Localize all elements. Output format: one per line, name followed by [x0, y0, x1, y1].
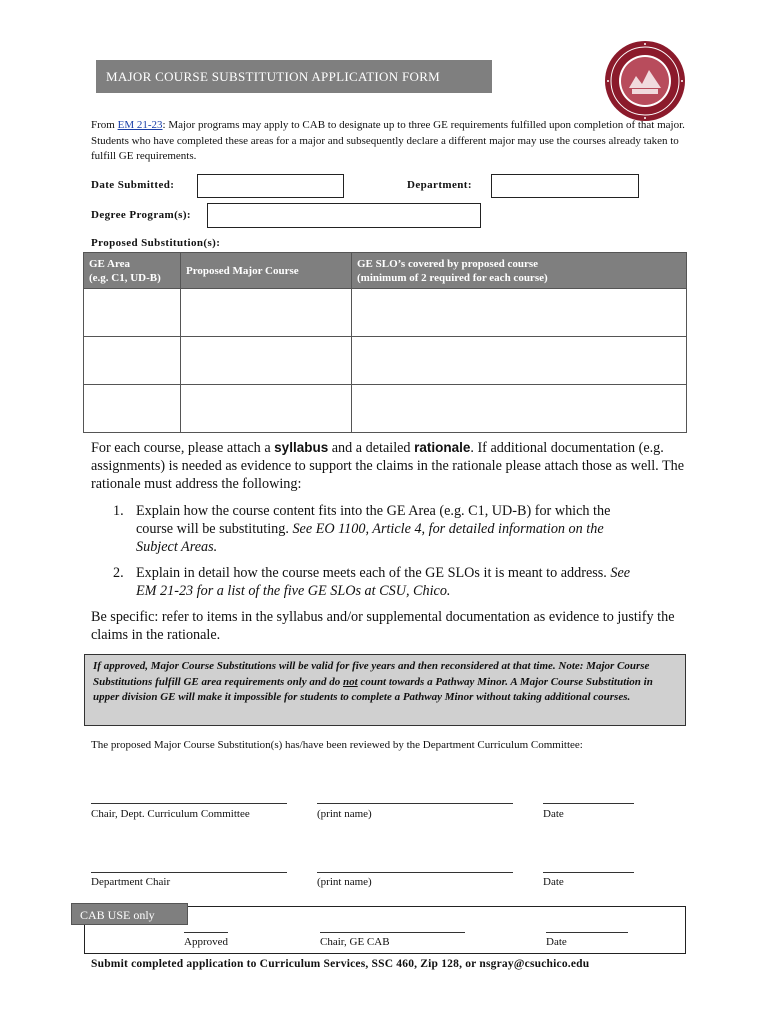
approval-note: If approved, Major Course Substitutions will be valid for five years and then reconsidered at that time. Note: Major Course Substitutions fulfill GE area requirements only and do not count towards a Pathway Minor. A Major Course Substitution in upper division GE will make it impossible for students to complete a Pathway Minor without taking additional courses. [84, 654, 686, 726]
print-name-line[interactable] [317, 803, 513, 804]
table-row [84, 385, 687, 433]
intro-text: : Major programs may apply to CAB to designate up to three GE requirements fulfilled upon completion of that major. Students who have completed these areas for a major and subsequently declare a different major may use the courses already taken to fulfill GE requirements. [91, 119, 685, 162]
print-name-label: (print name) [317, 876, 372, 888]
curriculum-chair-label: Chair, Dept. Curriculum Committee [91, 808, 250, 820]
date-label: Date [543, 876, 564, 888]
intro-paragraph [91, 118, 691, 165]
review-statement: The proposed Major Course Substitution(s) has/have been reviewed by the Department Curriculum Committee: [91, 739, 583, 751]
date-submitted-input[interactable] [197, 174, 344, 198]
table-row [84, 337, 687, 385]
ge-slo-cell[interactable] [352, 289, 687, 337]
list-item: 2. Explain in detail how the course meets each of the GE SLOs it is meant to address. See EM 21-23 for a list of the five GE SLOs at CSU, Chico. [113, 565, 631, 599]
table-header-row [84, 253, 687, 289]
date-line[interactable] [543, 872, 634, 873]
department-label: Department: [407, 179, 472, 191]
department-chair-label: Department Chair [91, 876, 171, 888]
date-submitted-label: Date Submitted: [91, 179, 175, 191]
em-21-23-link[interactable]: EM 21-23 [117, 119, 163, 131]
ge-slo-cell[interactable] [352, 385, 687, 433]
submission-footer: Submit completed application to Curriculum Services, SSC 460, Zip 128, or nsgray@csuchico.edu [91, 958, 590, 970]
signature-line[interactable] [91, 803, 287, 804]
attachment-instructions: For each course, please attach a syllabus and a detailed rationale. If additional documentation (e.g. assignments) is needed as evidence to support the claims in the rationale please attach those as well. The rationale must address the following: [91, 440, 685, 492]
date-label: Date [543, 808, 564, 820]
signature-line[interactable] [91, 872, 287, 873]
substitution-table [83, 252, 687, 433]
print-name-line[interactable] [317, 872, 513, 873]
university-seal-icon [604, 40, 686, 122]
cab-use-tag: CAB USE only [71, 903, 188, 925]
major-course-header: Proposed Major Course [181, 253, 352, 289]
major-course-cell[interactable] [181, 337, 352, 385]
syllabus-emphasis: syllabus [274, 440, 329, 455]
ge-area-cell[interactable] [84, 337, 181, 385]
major-course-cell[interactable] [181, 385, 352, 433]
approved-label: Approved [184, 936, 228, 948]
table-row [84, 289, 687, 337]
degree-program-label: Degree Program(s): [91, 209, 191, 221]
proposed-substitutions-label: Proposed Substitution(s): [91, 237, 221, 249]
list-item: 1. Explain how the course content fits into the GE Area (e.g. C1, UD-B) for which the course will be substituting. See EO 1100, Article 4, for detailed information on the Subject Areas. [113, 503, 611, 555]
department-input[interactable] [491, 174, 639, 198]
cab-date-line[interactable] [546, 932, 628, 933]
ge-slo-header: GE SLO’s covered by proposed course (minimum of 2 required for each course) [352, 253, 687, 289]
ge-area-cell[interactable] [84, 385, 181, 433]
ge-area-header: GE Area (e.g. C1, UD-B) [84, 253, 181, 289]
degree-program-input[interactable] [207, 203, 481, 228]
approved-line[interactable] [184, 932, 228, 933]
be-specific-paragraph: Be specific: refer to items in the syllabus and/or supplemental documentation as evidence to justify the claims in the rationale. [91, 609, 675, 643]
ge-area-cell[interactable] [84, 289, 181, 337]
major-course-cell[interactable] [181, 289, 352, 337]
ge-cab-chair-line[interactable] [320, 932, 465, 933]
date-line[interactable] [543, 803, 634, 804]
cab-date-label: Date [546, 936, 567, 948]
intro-prefix: From [91, 119, 118, 131]
form-title: MAJOR COURSE SUBSTITUTION APPLICATION FORM [96, 60, 492, 93]
ge-slo-cell[interactable] [352, 337, 687, 385]
ge-cab-chair-label: Chair, GE CAB [320, 936, 390, 948]
print-name-label: (print name) [317, 808, 372, 820]
rationale-emphasis: rationale [414, 440, 471, 455]
